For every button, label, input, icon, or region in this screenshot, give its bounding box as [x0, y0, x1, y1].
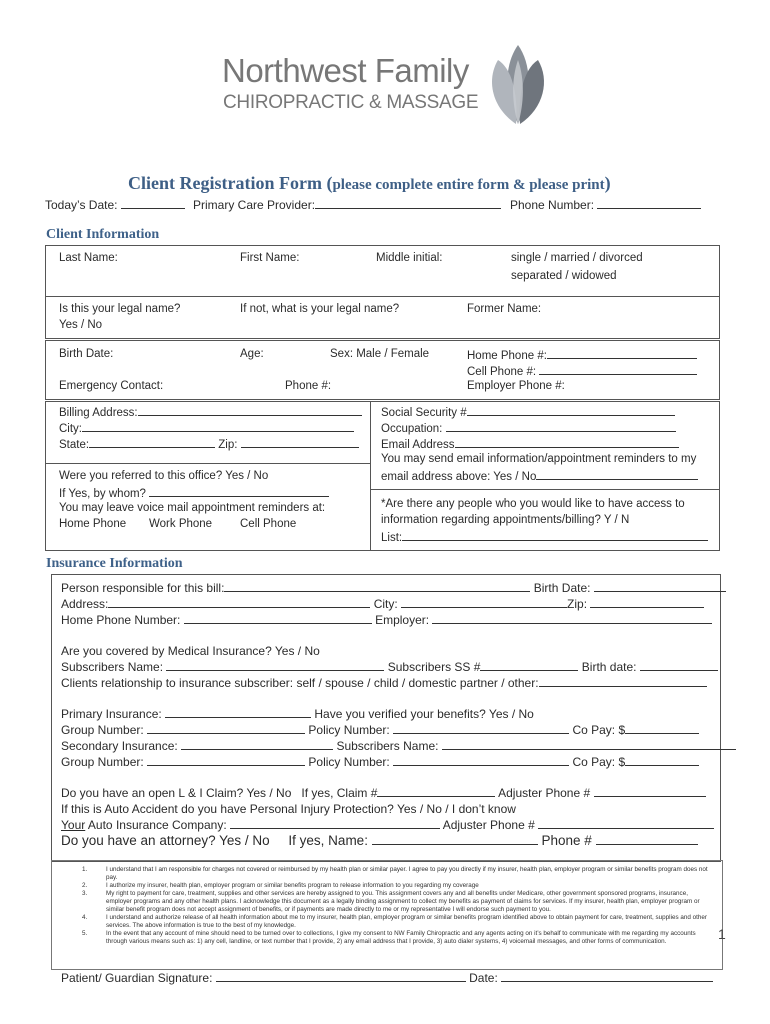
primary-group-field[interactable] — [61, 723, 699, 737]
billing-state-field[interactable] — [59, 437, 359, 451]
li-claim-label: Do you have an open L & I Claim? Yes / No — [61, 786, 292, 800]
phone-number-label: Phone Number: — [510, 198, 595, 212]
legal-name-question: Is this your legal name? — [59, 303, 181, 315]
billing-address-field[interactable] — [59, 405, 362, 419]
secondary-group-label: Group Number: — [61, 755, 144, 769]
voicemail-cell-phone[interactable]: Cell Phone — [240, 518, 297, 530]
phone-number-field[interactable] — [510, 198, 701, 212]
secondary-group-field[interactable] — [61, 755, 699, 769]
terms-text-3: My right to payment for care, treatment, supplies and other services are hereby assigned to you. This assignment covers any and all benefits under Medicare, other government sponsored programs, insurance, employer programs and any other health plans. I acknowledge this document as a legally binding assignment to collect my benefits as payment of claims for services. If my insurer, health plan, employer program or similar benefit program does not accept assignment of benefits, or if payments are made directly to me or my representative I will endorse such payment to you. — [106, 890, 700, 913]
subscriber-ss-label: Subscribers SS # — [387, 660, 481, 674]
subscriber-birth-label: Birth date: — [581, 660, 637, 674]
terms-num-4: 4. — [82, 914, 88, 921]
first-name-field[interactable]: First Name: — [240, 252, 300, 264]
primary-insurance-field[interactable] — [61, 707, 534, 721]
margin-mark: 1 — [718, 926, 726, 942]
email-label: Email Address — [381, 439, 455, 451]
secondary-subscriber-label: Subscribers Name: — [336, 739, 439, 753]
referred-question[interactable]: Were you referred to this office? Yes / No — [59, 470, 269, 482]
access-list-label: List: — [381, 532, 403, 544]
primary-policy-label: Policy Number: — [308, 723, 390, 737]
voicemail-work-phone[interactable]: Work Phone — [149, 518, 213, 530]
secondary-insurance-field[interactable] — [61, 739, 736, 753]
billing-grid-divider — [370, 401, 371, 551]
employer-phone-field[interactable]: Employer Phone #: — [467, 380, 565, 392]
terms-list — [82, 866, 712, 946]
secondary-policy-label: Policy Number: — [308, 755, 390, 769]
insurance-zip-label: Zip: — [567, 597, 588, 611]
insurance-info-heading: Insurance Information — [46, 556, 183, 571]
occupation-field[interactable] — [381, 421, 676, 435]
terms-item-2 — [82, 882, 712, 890]
last-name-field[interactable]: Last Name: — [59, 252, 118, 264]
terms-text-1: I understand that I am responsible for charges not covered or reimbursed by my health plan or similar payer. I agree to pay you directly if my insurer, health plan, employer program or similar benefits program does not pay. — [106, 866, 708, 881]
billing-zip-label: Zip: — [218, 439, 238, 451]
primary-copay-label: Co Pay: $ — [572, 723, 626, 737]
terms-item-3 — [82, 890, 712, 914]
voicemail-question: You may leave voice mail appointment reminders at: — [59, 502, 326, 514]
terms-num-5: 5. — [82, 930, 88, 937]
logo-title: Northwest Family — [222, 52, 469, 89]
auto-adjuster-phone-label: Adjuster Phone # — [442, 818, 535, 832]
primary-group-label: Group Number: — [61, 723, 144, 737]
insurance-employer-label: Employer: — [375, 613, 430, 627]
access-list-field[interactable] — [381, 530, 708, 544]
billing-city-field[interactable] — [59, 421, 354, 435]
pip-question[interactable]: If this is Auto Accident do you have Personal Injury Protection? Yes / No / I don’t know — [61, 802, 516, 816]
home-phone-label: Home Phone #: — [467, 350, 547, 362]
email-reminder-label: email address above: Yes / No — [381, 471, 537, 483]
former-name-field[interactable]: Former Name: — [467, 303, 542, 315]
form-title — [128, 173, 611, 194]
lotus-logo-icon — [478, 40, 558, 130]
marital-status-options-1[interactable]: single / married / divorced — [511, 252, 643, 264]
sex-options[interactable]: Sex: Male / Female — [330, 348, 430, 360]
terms-item-4 — [82, 914, 712, 930]
signature-field[interactable] — [61, 971, 713, 985]
primary-insurance-label: Primary Insurance: — [61, 707, 162, 721]
email-field[interactable] — [381, 437, 679, 451]
form-title-close: ) — [604, 173, 611, 193]
referred-by-label: If Yes, by whom? — [59, 488, 146, 500]
insurance-address-label: Address: — [61, 597, 109, 611]
attorney-name-label: If yes, Name: — [288, 833, 368, 848]
ssn-label: Social Security # — [381, 407, 467, 419]
email-reminder-yes-no[interactable] — [381, 469, 698, 483]
access-question-1: *Are there any people who you would like to have access to — [381, 498, 685, 510]
occupation-label: Occupation: — [381, 423, 443, 435]
secondary-insurance-label: Secondary Insurance: — [61, 739, 178, 753]
client-info-heading: Client Information — [46, 227, 160, 242]
billing-left-divider — [45, 463, 371, 464]
todays-date-field[interactable] — [45, 198, 185, 212]
terms-num-3: 3. — [82, 890, 88, 897]
todays-date-label: Today’s Date: — [45, 198, 118, 212]
responsible-party-label: Person responsible for this bill: — [61, 581, 225, 595]
relationship-label: Clients relationship to insurance subscriber: self / spouse / child / domestic partner / other: — [61, 676, 539, 690]
primary-care-field[interactable] — [193, 198, 501, 212]
adjuster-phone-label: Adjuster Phone # — [498, 786, 591, 800]
logo-subtitle: CHIROPRACTIC & MASSAGE — [223, 92, 479, 113]
verified-benefits-label: Have you verified your benefits? Yes / No — [314, 707, 534, 721]
covered-question[interactable]: Are you covered by Medical Insurance? Yes / No — [61, 644, 320, 658]
form-title-main: Client Registration Form ( — [128, 173, 333, 193]
billing-right-divider — [370, 489, 720, 490]
insurance-city-label: City: — [373, 597, 398, 611]
insurance-home-phone-field[interactable] — [61, 613, 712, 627]
age-field[interactable]: Age: — [240, 348, 264, 360]
marital-status-options-2[interactable]: separated / widowed — [511, 270, 617, 282]
terms-text-5: In the event that any account of mine should need to be turned over to collections, I give my consent to NW Family Chiropractic and any agents acting on it’s behalf to communicate with me regarding my accounts through various means such as: 1) any cell, landline, or text number that I provide, 2) any email address that I provide, 3) auto dialer systems, 4) voicemail messages, and other forms of communication. — [106, 930, 696, 945]
middle-initial-field[interactable]: Middle initial: — [376, 252, 443, 264]
emergency-contact-field[interactable]: Emergency Contact: — [59, 380, 164, 392]
email-reminder-text: You may send email information/appointment reminders to my — [381, 453, 697, 465]
billing-state-label: State: — [59, 439, 90, 451]
secondary-copay-label: Co Pay: $ — [572, 755, 626, 769]
birth-date-field[interactable]: Birth Date: — [59, 348, 114, 360]
access-question-2[interactable]: information regarding appointments/billing? Y / N — [381, 514, 630, 526]
referred-by-field[interactable] — [59, 486, 329, 500]
cell-phone-field[interactable] — [467, 364, 697, 378]
form-title-sub: please complete entire form & please print — [332, 177, 605, 193]
terms-num-2: 2. — [82, 882, 88, 889]
terms-num-1: 1. — [82, 866, 88, 873]
legal-name-field[interactable]: If not, what is your legal name? — [240, 303, 400, 315]
terms-text-2: I authorize my insurer, health plan, employer program or similar benefits program to release information to you regarding my coverage — [106, 882, 479, 889]
home-phone-field[interactable] — [467, 348, 697, 362]
voicemail-home-phone[interactable]: Home Phone — [59, 518, 127, 530]
subscriber-name-label: Subscribers Name: — [61, 660, 164, 674]
emergency-phone-field[interactable]: Phone #: — [285, 380, 332, 392]
signature-label: Patient/ Guardian Signature: — [61, 971, 213, 985]
responsible-party-field[interactable] — [61, 581, 726, 595]
terms-text-4: I understand and authorize release of all health information about me to my insurer, health plan, employer program or similar benefits program identified above to obtain payment for care, treatment, supplies and other services. The above information is true to the best of my knowledge. — [106, 914, 707, 929]
relationship-field[interactable] — [61, 676, 707, 690]
claim-number-label: If yes, Claim # — [301, 786, 378, 800]
attorney-label: Do you have an attorney? Yes / No — [61, 833, 270, 848]
signature-date-label: Date: — [469, 971, 498, 985]
responsible-birth-date-label: Birth Date: — [533, 581, 591, 595]
legal-name-yes-no[interactable]: Yes / No — [59, 319, 103, 331]
cell-phone-label: Cell Phone #: — [467, 366, 537, 378]
billing-city-label: City: — [59, 423, 82, 435]
attorney-phone-label: Phone # — [541, 833, 592, 848]
insurance-home-phone-label: Home Phone Number: — [61, 613, 181, 627]
primary-care-label: Primary Care Provider: — [193, 198, 316, 212]
attorney-field[interactable] — [61, 833, 698, 848]
subscriber-field[interactable] — [61, 660, 718, 674]
billing-address-label: Billing Address: — [59, 407, 138, 419]
auto-company-label: Auto Insurance Company: — [85, 818, 227, 832]
terms-item-5 — [82, 930, 712, 946]
insurance-address-field[interactable] — [61, 597, 704, 611]
terms-item-1 — [82, 866, 712, 882]
ssn-field[interactable] — [381, 405, 675, 419]
auto-insurance-field[interactable] — [61, 818, 714, 832]
li-claim-field[interactable] — [61, 786, 706, 800]
auto-your-label: Your — [61, 818, 86, 832]
